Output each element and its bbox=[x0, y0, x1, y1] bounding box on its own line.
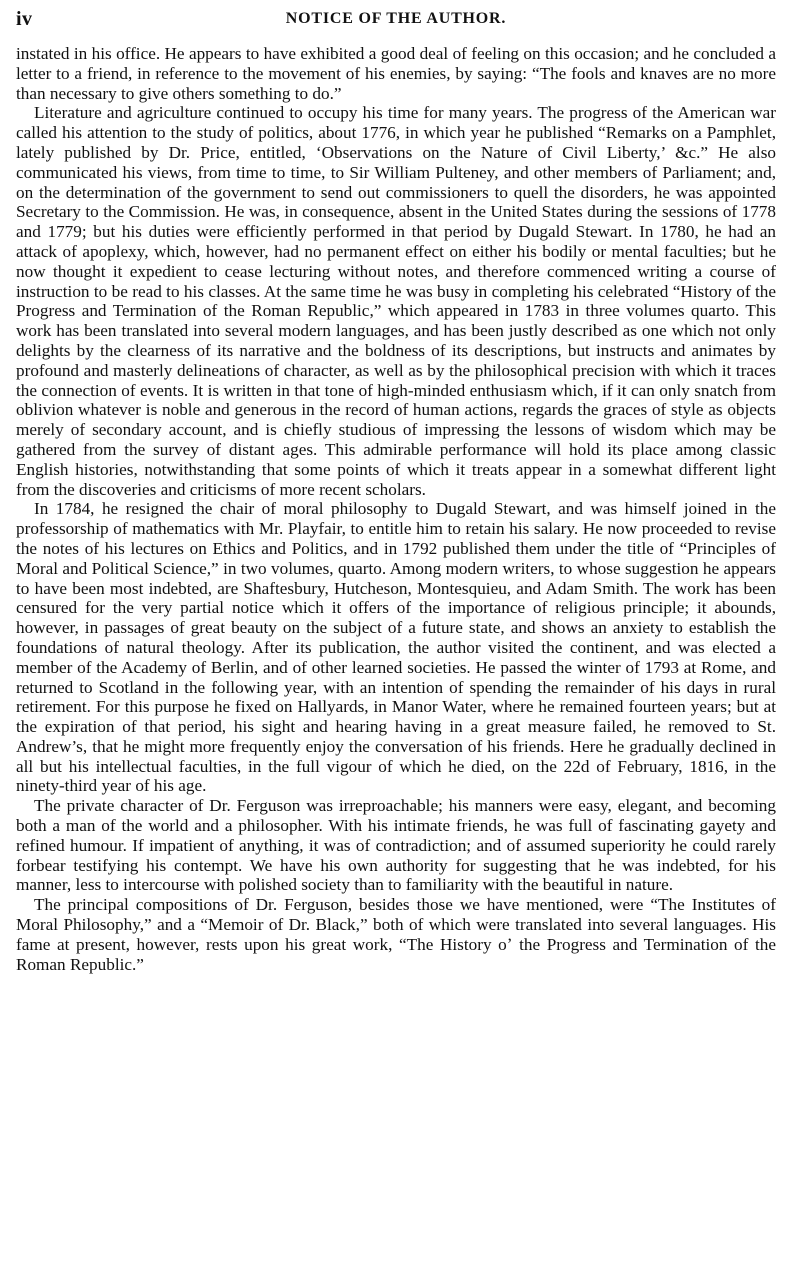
book-page bbox=[16, 8, 776, 1268]
paragraph-continued: instated in his office. He appears to have exhibited a good deal of feeling on this occasion; and he concluded a letter to a friend, in reference to the movement of his enemies, by saying: “The fools and knaves are no more than necessary to give others something to do.” bbox=[16, 44, 776, 103]
running-title: NOTICE OF THE AUTHOR. bbox=[285, 10, 507, 27]
paragraph: Literature and agriculture continued to occupy his time for many years. The progress of the American war called his attention to the study of politics, about 1776, in which year he published “Remarks on a Pamphlet, lately published by Dr. Price, entitled, ‘Observations on the Nature of Civil Liberty,’ &c.” He also communicated his views, from time to time, to Sir William Pulteney, and other members of Parliament; and, on the determination of the government to send out commissioners to quell the disorders, he was appointed Secretary to the Commission. He was, in consequence, absent in the United States during the sessions of 1778 and 1779; but his duties were efficiently performed in that period by Dugald Stewart. In 1780, he had an attack of apoplexy, which, however, had no permanent effect on either his bodily or mental faculties; but he now thought it expedient to cease lecturing without notes, and therefore commenced writing a course of instruction to be read to his classes. At the same time he was busy in completing his celebrated “History of the Progress and Termination of the Roman Republic,” which appeared in 1783 in three volumes quarto. This work has been translated into several modern languages, and has been justly described as one which not only delights by the clearness of its narrative and the boldness of its descriptions, but instructs and animates by profound and masterly delineations of character, as well as by the philosophical precision with which it traces the connection of events. It is written in that tone of high-minded enthusiasm which, if it can only snatch from oblivion whatever is noble and generous in the record of human actions, regards the graces of style as objects merely of secondary account, and is chiefly studious of impressing the lessons of wisdom which may be gathered from the survey of distant ages. This admirable performance will hold its place among classic English histories, notwithstanding that some points of which it treats appear in a somewhat different light from the discoveries and criticisms of more recent scholars. bbox=[16, 103, 776, 499]
paragraph: The principal compositions of Dr. Ferguson, besides those we have mentioned, were “The Institutes of Moral Philosophy,” and a “Memoir of Dr. Black,” both of which were translated into several languages. His fame at present, however, rests upon his great work, “The History oʼ the Progress and Termination of the Roman Republic.” bbox=[16, 895, 776, 974]
paragraph: In 1784, he resigned the chair of moral philosophy to Dugald Stewart, and was himself joined in the professorship of mathematics with Mr. Playfair, to entitle him to retain his salary. He now proceeded to revise the notes of his lectures on Ethics and Politics, and in 1792 published them under the title of “Principles of Moral and Political Science,” in two volumes, quarto. Among modern writers, to whose suggestion he appears to have been most indebted, are Shaftesbury, Hutcheson, Montesquieu, and Adam Smith. The work has been censured for the very partial notice which it offers of the importance of religious principle; it abounds, however, in passages of great beauty on the subject of a future state, and shows an anxiety to establish the foundations of natural theology. After its publication, the author visited the continent, and was elected a member of the Academy of Berlin, and of other learned societies. He passed the winter of 1793 at Rome, and returned to Scotland in the following year, with an intention of spending the remainder of his days in rural retirement. For this purpose he fixed on Hallyards, in Manor Water, where he remained fourteen years; but at the expiration of that period, his sight and hearing having in a great measure failed, he removed to St. Andrew’s, that he might more frequently enjoy the conversation of his friends. Here he gradually declined in all but his intellectual faculties, in the full vigour of which he died, on the 22d of February, 1816, in the ninety-third year of his age. bbox=[16, 499, 776, 796]
page-header bbox=[16, 8, 776, 38]
page-number: iv bbox=[16, 8, 33, 30]
body-text bbox=[16, 44, 776, 974]
paragraph: The private character of Dr. Ferguson was irreproachable; his manners were easy, elegant, and becoming both a man of the world and a philosopher. With his intimate friends, he was full of fascinating gayety and refined humour. If impatient of anything, it was of contradiction; and of assumed superiority he could rarely forbear testifying his contempt. We have his own authority for suggesting that he was indebted, for his manner, less to intercourse with polished society than to familiarity with the beautiful in nature. bbox=[16, 796, 776, 895]
